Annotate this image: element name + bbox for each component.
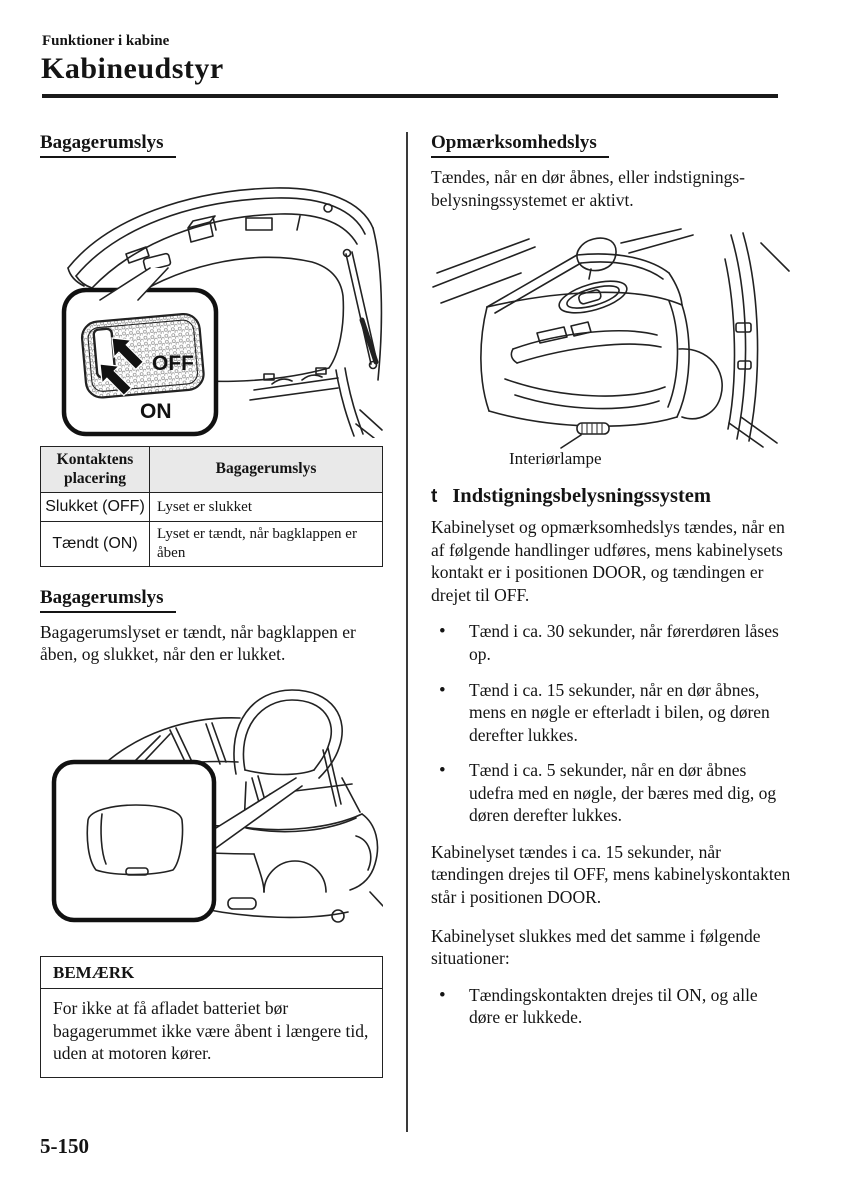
page-number: 5-150 (40, 1134, 89, 1158)
list-item (431, 620, 793, 665)
title-rule (42, 94, 778, 98)
section-marker: t (431, 486, 438, 508)
interior-lamp-caption: Interiørlampe (509, 449, 602, 469)
bullet-dot: • (439, 760, 446, 782)
note-box (40, 956, 383, 1078)
bullet-dot: • (439, 679, 446, 701)
table-cell-description: Lyset er tændt, når bagklappen er åben (150, 522, 383, 567)
table-header-position: Kontaktens placering (41, 447, 150, 493)
table-cell-description: Lyset er slukket (150, 493, 383, 522)
bullet-dot: • (439, 984, 446, 1006)
sedan-trunk-illustration (40, 678, 383, 936)
table-row (41, 493, 383, 522)
switch-on-label: ON (140, 400, 172, 423)
switch-off-label: OFF (152, 352, 194, 375)
table-header-light: Bagagerumslys (150, 447, 383, 493)
heading-bagagerumslys-1: Bagagerumslys (40, 132, 176, 158)
lamp-callout-square (54, 762, 214, 920)
table-cell-position: Tændt (ON) (41, 522, 150, 567)
list-item-text: Tænd i ca. 5 sekunder, når en dør åbnes udefra med en nøgle, der bæres med dig, og døren derefter lukkes. (469, 760, 777, 826)
left-column (40, 132, 383, 1078)
list-item-text: Tændingskontakten drejes til ON, og alle døre er lukkede. (469, 984, 758, 1028)
illumination-bullet-list (431, 620, 793, 827)
courtesy-light-paragraph: Tændes, når en dør åbnes, eller indstignings-belysningssystemet er aktivt. (431, 167, 745, 210)
liftgate-switch-illustration (40, 168, 383, 438)
right-column (431, 132, 793, 1042)
cabin-light-off-paragraph: Kabinelyset slukkes med det samme i følgende situationer: (431, 925, 761, 969)
trunk-light-table (40, 446, 383, 567)
off-condition-bullet-list (431, 984, 793, 1029)
door-panel-illustration (431, 227, 793, 449)
cabin-light-on-paragraph: Kabinelyset tændes i ca. 15 sekunder, når tændingen drejes til OFF, mens kabinelyskontakten står i positionen DOOR. (431, 841, 791, 907)
trunk-light-paragraph: Bagagerumslyset er tændt, når bagklappen er åben, og slukket, når den er lukket. (40, 621, 356, 665)
sub-heading-title: Indstigningsbelysningssystem (452, 485, 711, 508)
table-header-row (41, 447, 383, 493)
heading-bagagerumslys-2: Bagagerumslys (40, 587, 176, 613)
list-item (431, 679, 793, 747)
table-cell-position: Slukket (OFF) (41, 493, 150, 522)
note-title: BEMÆRK (41, 957, 382, 989)
sub-heading-indstigning (431, 485, 793, 508)
breadcrumb: Funktioner i kabine (42, 33, 170, 49)
note-body: For ikke at få afladet batteriet bør bagagerummet ikke være åbent i længere tid, uden at motoren kører. (53, 997, 369, 1064)
list-item (431, 759, 793, 827)
column-divider (406, 132, 408, 1132)
table-row (41, 522, 383, 567)
illumination-intro-paragraph: Kabinelyset og opmærksomhedslys tændes, når en af følgende handlinger udføres, mens kabinelysets kontakt er i positionen DOOR, og tændingen er drejet til OFF. (431, 517, 785, 605)
page-title: Kabineudstyr (41, 52, 224, 85)
list-item-text: Tænd i ca. 30 sekunder, når førerdøren låses op. (469, 621, 779, 664)
list-item-text: Tænd i ca. 15 sekunder, når en dør åbnes, mens en nøgle er efterladt i bilen, og døren derefter lukkes. (469, 679, 770, 745)
heading-opmaerksomhedslys: Opmærksomhedslys (431, 132, 609, 158)
bullet-dot: • (439, 621, 446, 643)
list-item (431, 984, 793, 1029)
